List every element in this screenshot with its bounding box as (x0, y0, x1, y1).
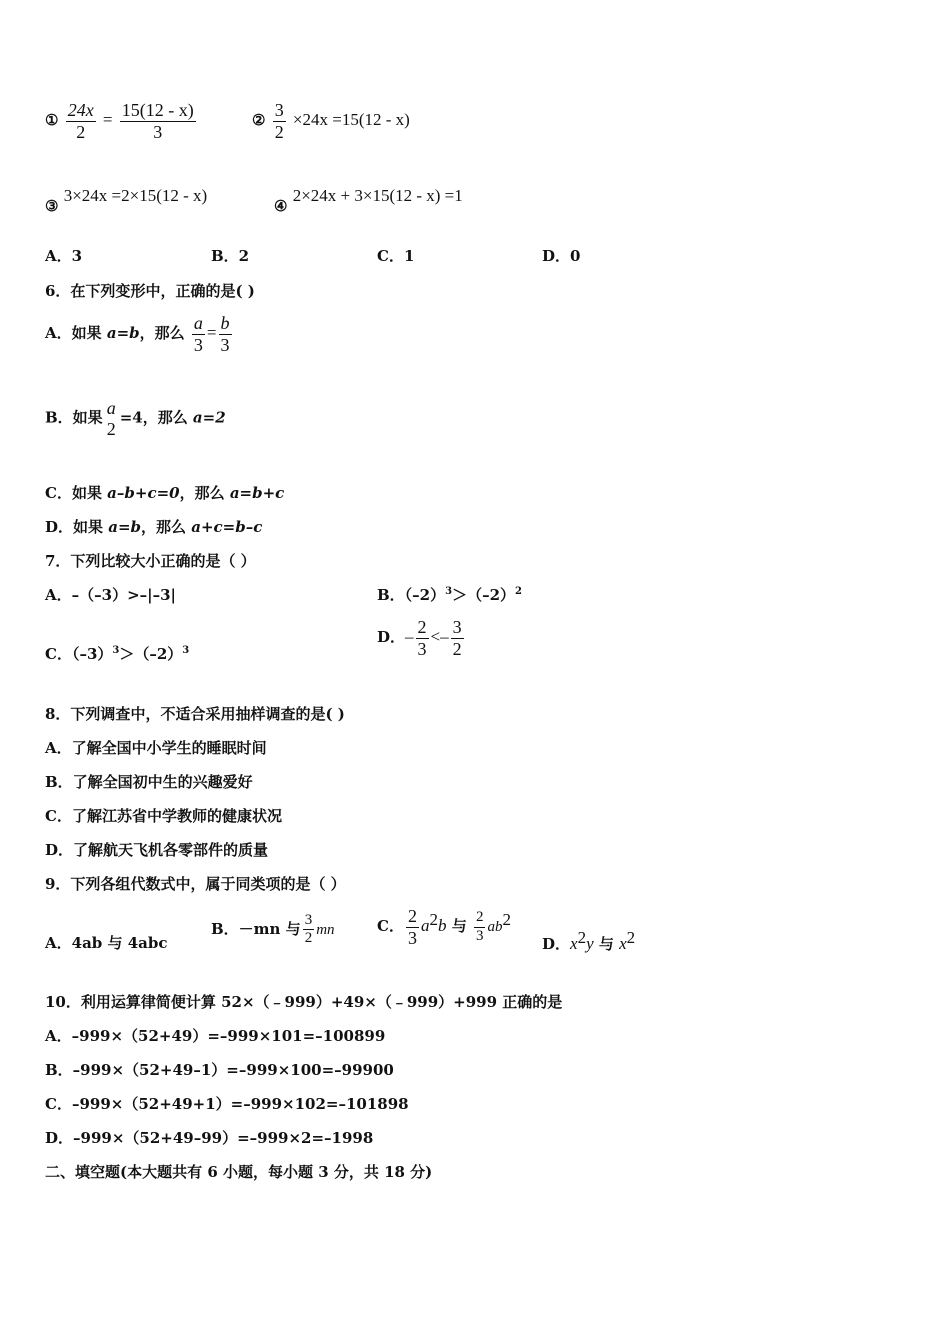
q9-option-d: D．$x^2y$ 与 $x^2$ (542, 928, 636, 953)
q10-option-b: B．–999×（52+49–1）=–999×100=–99900 (45, 1061, 394, 1079)
equation-4-label: ④ (274, 197, 288, 215)
equation-2: ② $\frac{3}{2}$ ×24x =15(12 - x) (252, 100, 410, 142)
q7-option-d: D．– $\frac{2}{3}$ <– $\frac{3}{2}$ (377, 617, 462, 659)
q10-option-a: A．–999×（52+49）=–999×101=–100899 (45, 1027, 386, 1045)
q6-option-d: D．如果 a=b，那么 a+c=b–c (45, 518, 263, 536)
q5-option-b: B．2 (211, 247, 250, 265)
q10-option-d: D．–999×（52+49–99）=–999×2=–1998 (45, 1129, 374, 1147)
q9-option-c: C． $\frac{2}{3}$ $a^2b$ 与 $\frac{2}{3}$ $ab^2$ (377, 906, 511, 948)
q5-option-d: D．0 (542, 247, 581, 265)
q8-option-a: A．了解全国中小学生的睡眠时间 (45, 739, 267, 757)
q7-option-b: B．$(-2)^3>(-2)^2$ (377, 586, 522, 604)
q5-option-a: A．3 (45, 247, 83, 265)
q9-option-a: A．4ab 与 4abc (45, 934, 168, 952)
q9-option-b: B．－mn 与 $\frac{3}{2}$ mn (211, 912, 335, 947)
q7-option-a: A．–（–3）>–|–3| (45, 586, 176, 604)
q7-option-c: C．$(-3)^3>(-2)^3$ (45, 645, 190, 663)
q5-option-c: C．1 (377, 247, 415, 265)
question-7-stem: 7．下列比较大小正确的是（ ） (45, 552, 256, 570)
q8-option-d: D．了解航天飞机各零部件的质量 (45, 841, 269, 859)
fraction: $\frac{15(12 - x)}{3}$ (121, 100, 194, 142)
equation-2-label: ② (252, 111, 266, 130)
question-10-stem: 10．利用运算律简便计算 52×（﹣999）+49×（﹣999）+999 正确的是 (45, 993, 563, 1011)
equation-1: ① $\frac{24x}{2}$ = $\frac{15(12 - x)}{3}$ (45, 100, 194, 142)
section-2-heading: 二、填空题(本大题共有 6 小题，每小题 3 分，共 18 分) (45, 1163, 433, 1181)
question-8-stem: 8．下列调查中，不适合采用抽样调查的是( ) (45, 705, 345, 723)
equation-3: ③ 3×24x =2×15(12 - x) (45, 186, 208, 215)
q6-option-a: A．如果 a=b，那么 $\frac{a}{3}$ = $\frac{b}{3}$ (45, 313, 230, 355)
question-9-stem: 9．下列各组代数式中，属于同类项的是（ ） (45, 875, 346, 893)
equation-3-label: ③ (45, 197, 59, 215)
fraction: $\frac{24x}{2}$ (67, 100, 94, 142)
q6-option-b: B．如果 a 2 =4，那么 a=2 (45, 398, 226, 439)
q6-option-c: C．如果 a–b+c=0，那么 a=b+c (45, 484, 285, 502)
equation-1-label: ① (45, 111, 59, 130)
fraction: $\frac{3}{2}$ (274, 100, 284, 142)
equation-4: ④ 2×24x + 3×15(12 - x) =1 (274, 186, 463, 215)
q8-option-b: B．了解全国初中生的兴趣爱好 (45, 773, 253, 791)
question-6-stem: 6．在下列变形中，正确的是( ) (45, 282, 255, 300)
q8-option-c: C．了解江苏省中学教师的健康状况 (45, 807, 282, 825)
q10-option-c: C．–999×（52+49+1）=–999×102=–101898 (45, 1095, 409, 1113)
